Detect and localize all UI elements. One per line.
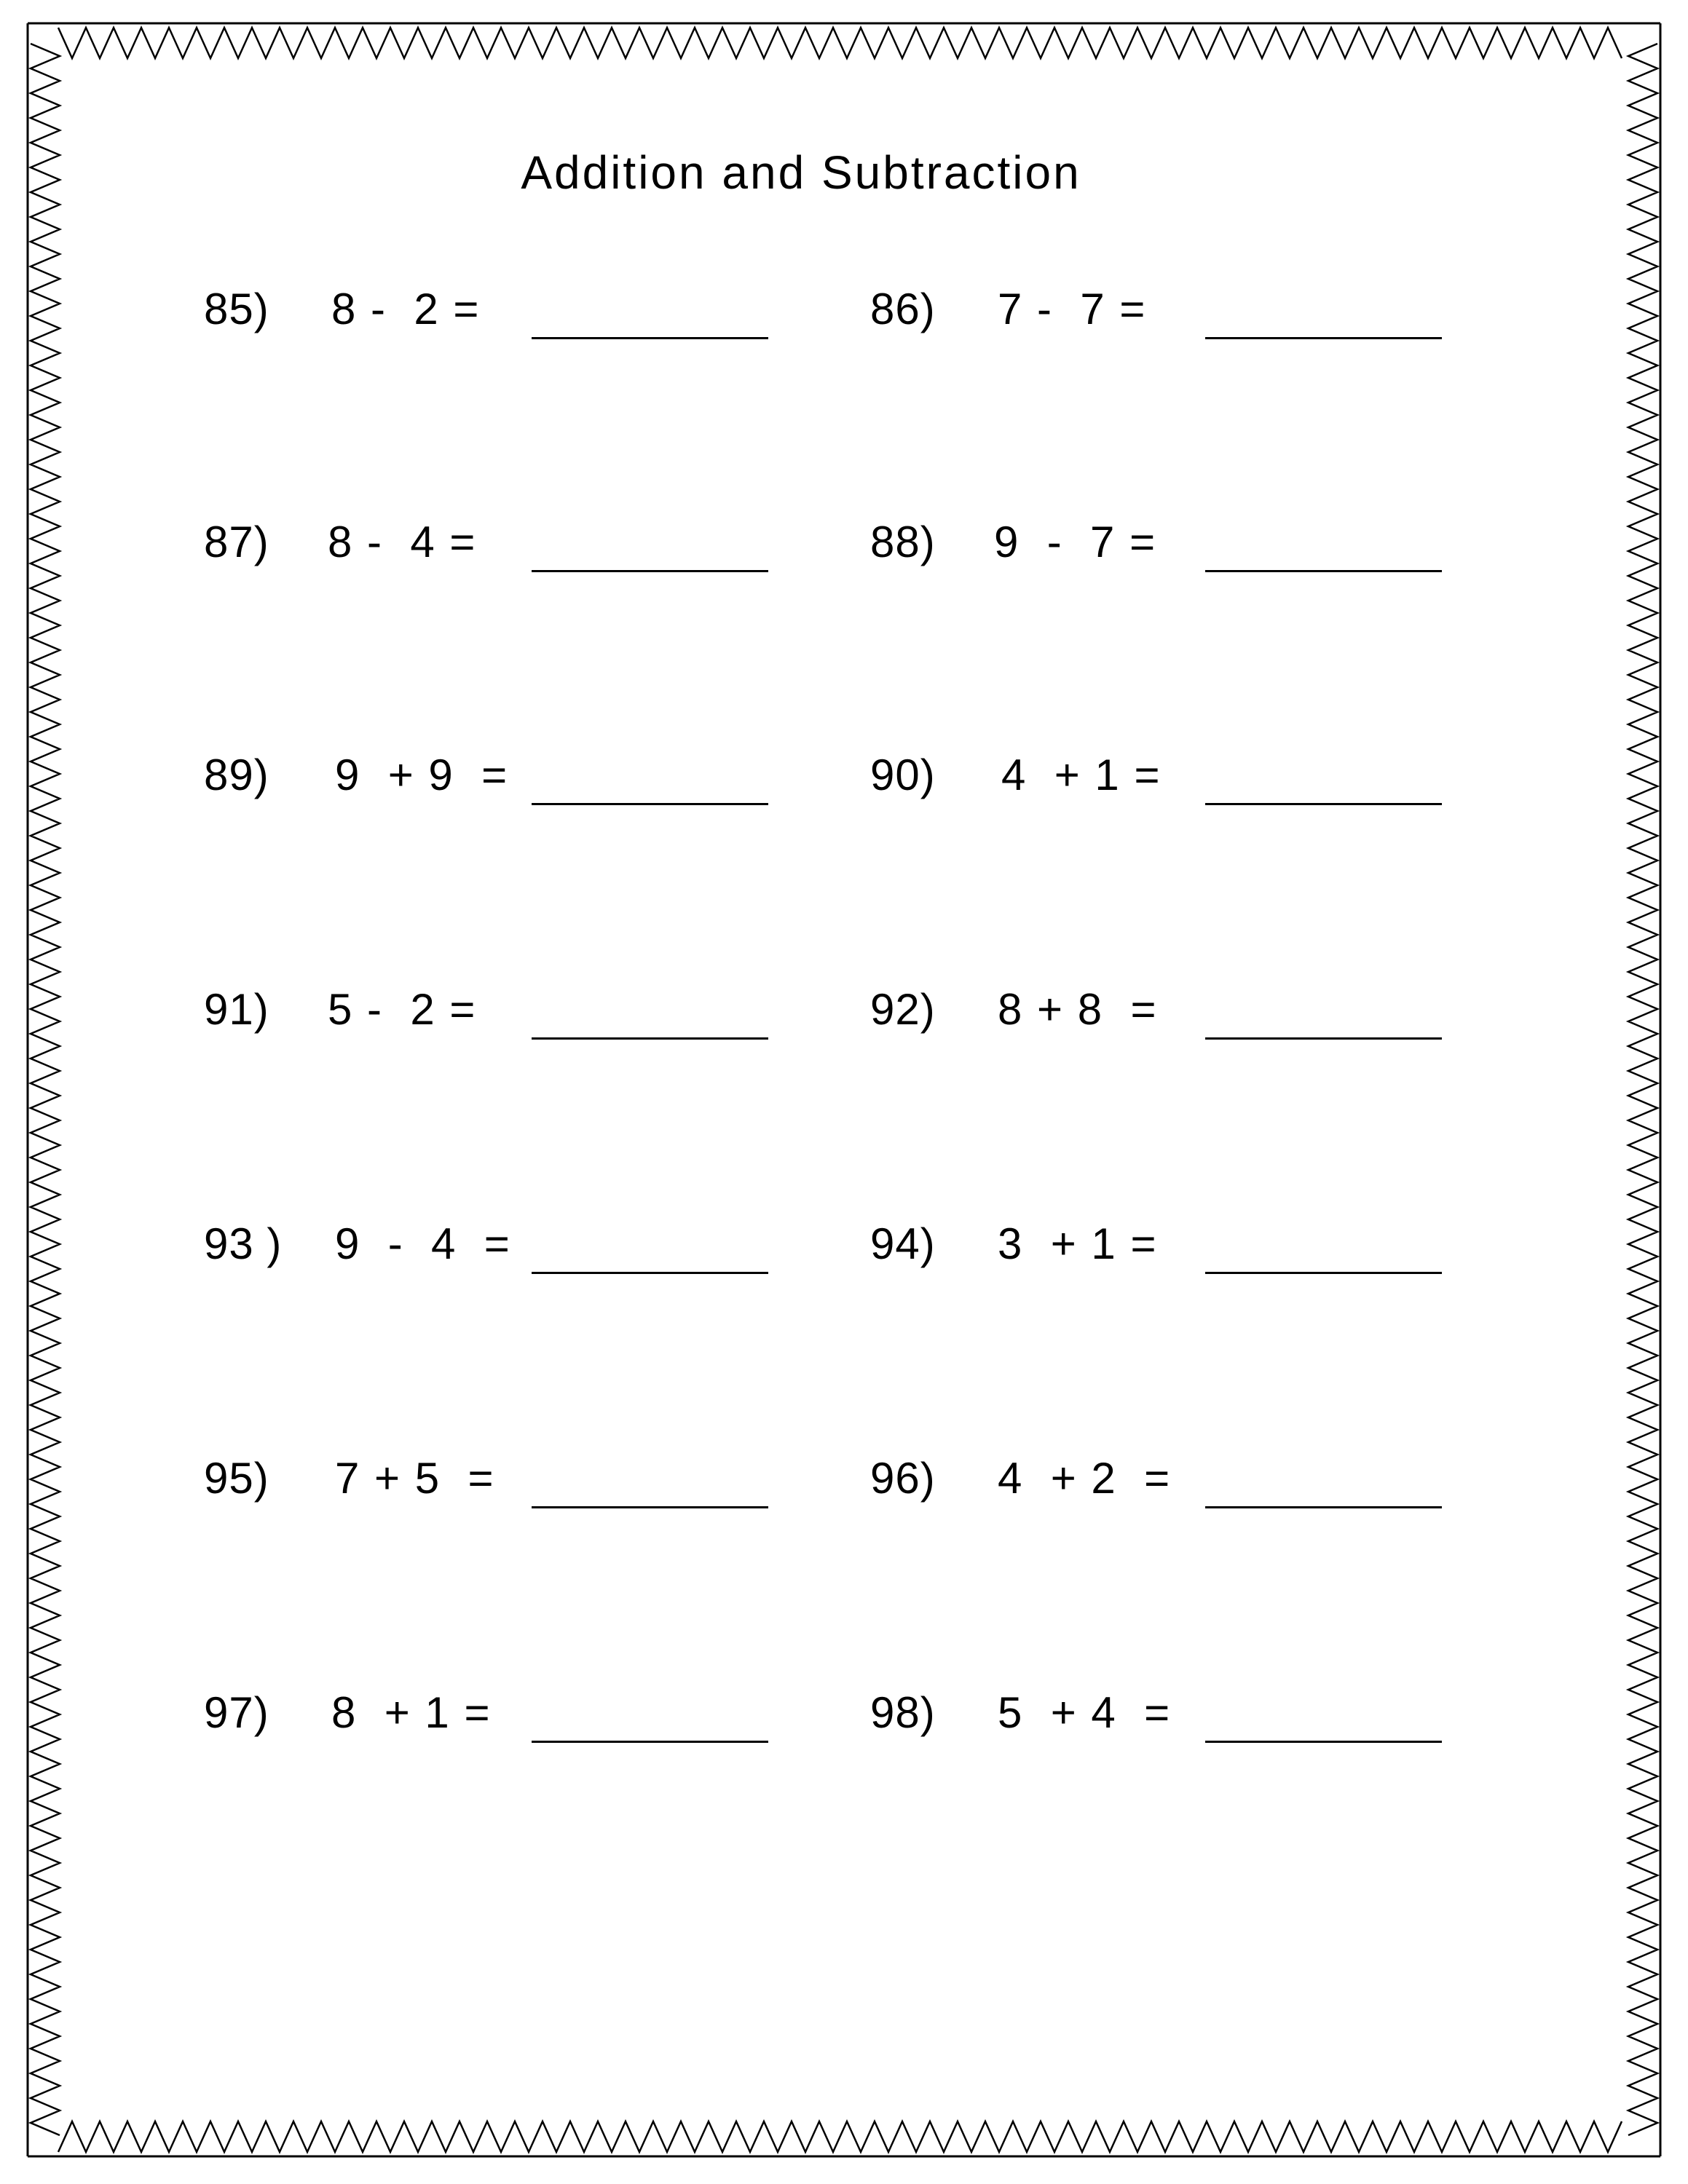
answer-blank[interactable] bbox=[532, 1741, 768, 1743]
answer-blank[interactable] bbox=[532, 337, 768, 339]
problem-number: 93 ) bbox=[204, 1219, 283, 1268]
answer-blank[interactable] bbox=[1205, 337, 1442, 339]
answer-blank[interactable] bbox=[1205, 1037, 1442, 1040]
answer-blank[interactable] bbox=[1205, 1741, 1442, 1743]
worksheet-title: Addition and Subtraction bbox=[521, 146, 1081, 199]
answer-blank[interactable] bbox=[532, 803, 768, 805]
problem-number: 98) bbox=[870, 1688, 936, 1737]
border-left-zigzag bbox=[31, 44, 60, 2135]
problem-expression: 9 - 7 = bbox=[994, 518, 1157, 566]
border-bottom-zigzag bbox=[58, 2121, 1622, 2152]
problem-number: 91) bbox=[204, 985, 269, 1034]
answer-blank[interactable] bbox=[532, 1506, 768, 1508]
problem-expression: 5 + 4 = bbox=[998, 1688, 1172, 1737]
problem-number: 94) bbox=[870, 1219, 936, 1268]
problem-expression: 9 + 9 = bbox=[335, 751, 509, 799]
problem-expression: 8 + 8 = bbox=[998, 985, 1158, 1034]
answer-blank[interactable] bbox=[1205, 570, 1442, 572]
problem-number: 92) bbox=[870, 985, 936, 1034]
problem-number: 95) bbox=[204, 1454, 269, 1503]
problem-expression: 3 + 1 = bbox=[998, 1219, 1158, 1268]
problem-number: 89) bbox=[204, 751, 269, 799]
problem-expression: 7 + 5 = bbox=[335, 1454, 495, 1503]
border-top-zigzag bbox=[58, 28, 1622, 58]
problem-number: 86) bbox=[870, 285, 936, 333]
answer-blank[interactable] bbox=[532, 1037, 768, 1040]
problem-expression: 7 - 7 = bbox=[998, 285, 1147, 333]
problem-number: 97) bbox=[204, 1688, 269, 1737]
border-right-zigzag bbox=[1628, 44, 1657, 2135]
answer-blank[interactable] bbox=[532, 570, 768, 572]
problem-expression: 9 - 4 = bbox=[335, 1219, 511, 1268]
answer-blank[interactable] bbox=[532, 1272, 768, 1274]
problem-number: 85) bbox=[204, 285, 269, 333]
problem-expression: 8 - 2 = bbox=[331, 285, 481, 333]
problem-expression: 5 - 2 = bbox=[328, 985, 477, 1034]
answer-blank[interactable] bbox=[1205, 1272, 1442, 1274]
answer-blank[interactable] bbox=[1205, 1506, 1442, 1508]
problem-expression: 4 + 1 = bbox=[1001, 751, 1162, 799]
problem-number: 90) bbox=[870, 751, 936, 799]
problem-number: 87) bbox=[204, 518, 269, 566]
answer-blank[interactable] bbox=[1205, 803, 1442, 805]
problem-number: 96) bbox=[870, 1454, 936, 1503]
problem-number: 88) bbox=[870, 518, 936, 566]
problem-expression: 8 - 4 = bbox=[328, 518, 477, 566]
problem-expression: 8 + 1 = bbox=[331, 1688, 492, 1737]
problem-expression: 4 + 2 = bbox=[998, 1454, 1172, 1503]
